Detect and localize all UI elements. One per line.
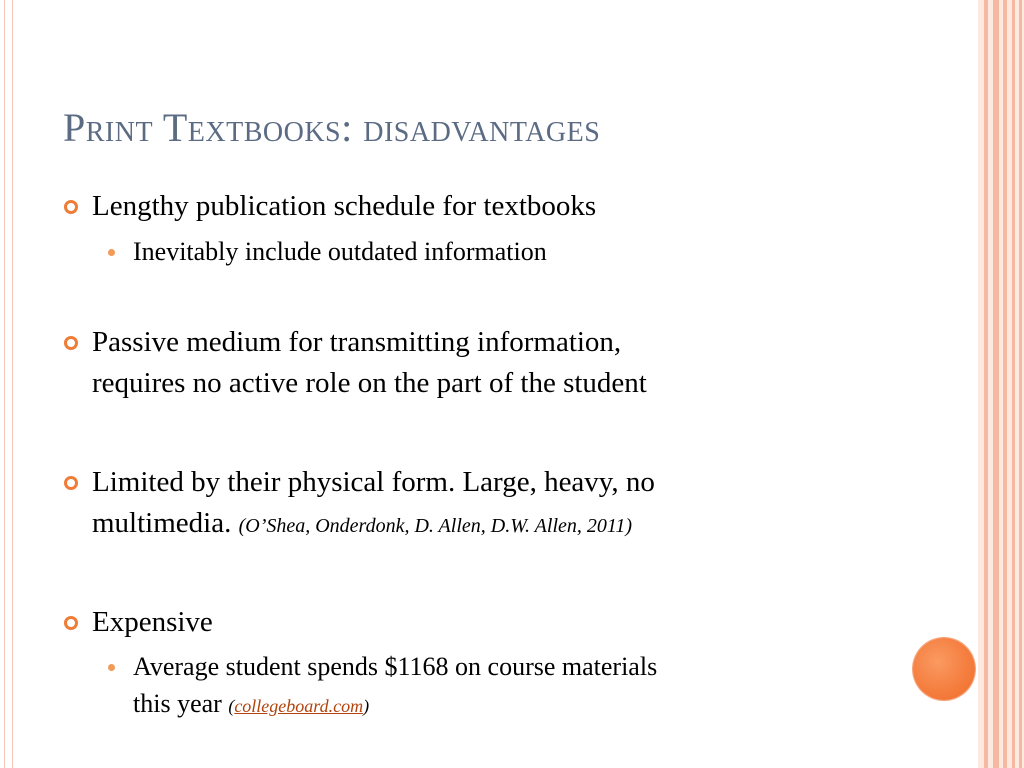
sub-bullet-text-line1: Average student spends $1168 on course materials (133, 652, 658, 681)
bullet-item (92, 462, 655, 503)
bullet-item (92, 602, 213, 643)
bullet-item (92, 186, 596, 227)
bullet-text-line1: Limited by their physical form. Large, heavy, no (92, 466, 655, 498)
ring-bullet-icon (64, 476, 78, 490)
collegeboard-link[interactable]: collegeboard.com (234, 696, 364, 716)
sub-bullet-continuation (133, 685, 369, 725)
sub-bullet-item (133, 648, 657, 685)
citation: (O’Shea, Onderdonk, D. Allen, D.W. Allen, 2011) (238, 515, 633, 537)
bullet-continuation (92, 363, 647, 404)
bullet-text-line1: Passive medium for transmitting information, (92, 326, 622, 358)
stripe (1019, 0, 1022, 768)
bullet-item (92, 322, 621, 363)
dot-bullet-icon (108, 249, 115, 256)
stripe (984, 0, 988, 768)
sub-bullet-item (133, 233, 547, 270)
bullet-continuation (92, 503, 632, 547)
stripe (993, 0, 999, 768)
citation-open-paren: ( (228, 696, 235, 716)
slide-title: Print Textbooks: disadvantages (63, 105, 601, 150)
dot-bullet-icon (108, 664, 115, 671)
ring-bullet-icon (64, 200, 78, 214)
left-frame-border (4, 0, 13, 768)
stripe (1012, 0, 1015, 768)
ring-bullet-icon (64, 336, 78, 350)
bullet-text-line2: requires no active role on the part of the student (92, 367, 647, 399)
bullet-text: Lengthy publication schedule for textbooks (92, 190, 597, 222)
bullet-text: Expensive (92, 606, 213, 638)
sub-bullet-text-line2: this year (133, 689, 222, 718)
sub-bullet-text: Inevitably include outdated information (133, 237, 547, 266)
orange-circle-decoration (913, 638, 975, 700)
ring-bullet-icon (64, 616, 78, 630)
citation-close-paren: ) (363, 696, 370, 716)
bullet-text-line2: multimedia. (92, 507, 232, 539)
stripe (1003, 0, 1007, 768)
